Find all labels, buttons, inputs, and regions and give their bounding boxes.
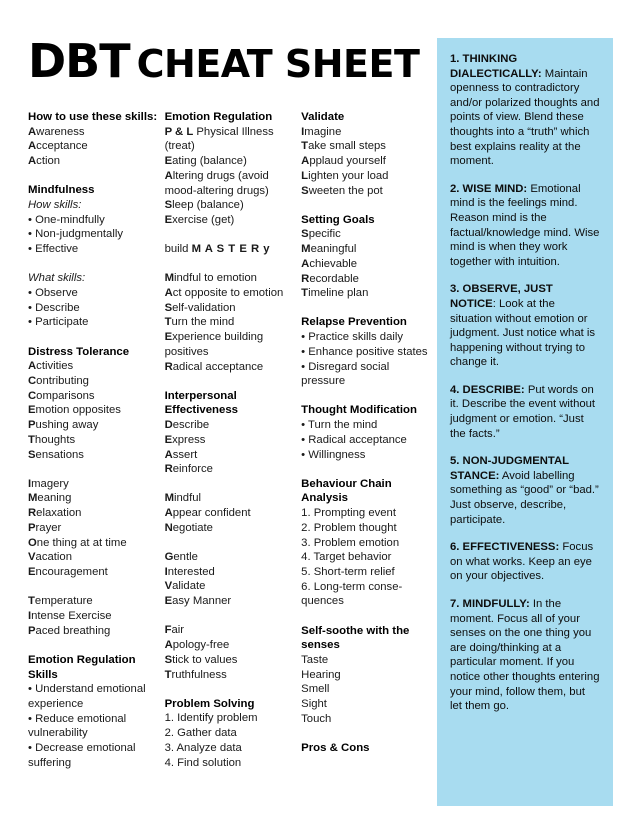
acronym-letter: A bbox=[28, 360, 37, 373]
acronym-letter: N bbox=[164, 521, 173, 534]
acronym-text: ssert bbox=[172, 448, 198, 461]
plain-line: Smell bbox=[301, 683, 330, 696]
acronym-text: xpress bbox=[172, 433, 206, 446]
acronym-line bbox=[28, 125, 165, 140]
acronym-letter: M bbox=[28, 492, 38, 505]
bullet-line: • One-mindfully bbox=[28, 213, 105, 226]
acronym-text: eaningful bbox=[310, 243, 357, 256]
acronym-text: adical acceptance bbox=[172, 360, 264, 373]
acronym-letter: E bbox=[164, 213, 173, 226]
acronym-text: elaxation bbox=[36, 507, 82, 520]
acronym-line bbox=[28, 477, 165, 492]
acronym-letter: M bbox=[301, 243, 311, 256]
principle-heading: 1. THINKING DIALECTICALLY: bbox=[450, 53, 542, 80]
skill-block bbox=[165, 623, 302, 682]
acronym-text: ating (balance) bbox=[172, 155, 247, 168]
acronym-line bbox=[301, 227, 428, 242]
acronym-text: asy Manner bbox=[172, 595, 232, 608]
acronym-line bbox=[165, 271, 302, 286]
acronym-letter: R bbox=[28, 507, 37, 520]
acronym-letter: P bbox=[28, 624, 36, 637]
acronym-text: pology-free bbox=[172, 639, 230, 652]
skill-block bbox=[301, 477, 428, 609]
acronym-line bbox=[165, 550, 302, 565]
acronym-letter: L bbox=[301, 169, 309, 182]
acronym-letter: A bbox=[28, 155, 37, 168]
skill-block bbox=[28, 477, 165, 580]
bullet-line: • Non-judgmentally bbox=[28, 228, 124, 241]
acronym-letter: E bbox=[164, 331, 173, 344]
skill-block bbox=[165, 389, 302, 477]
acronym-letter: P & L bbox=[164, 125, 194, 138]
acronym-letter: T bbox=[301, 287, 309, 300]
acronym-letter: R bbox=[301, 272, 310, 285]
principle-heading: 5. NON-JUDGMENTAL STANCE: bbox=[450, 455, 569, 482]
acronym-text: nterested bbox=[167, 565, 215, 578]
acronym-letter: R bbox=[164, 463, 173, 476]
block-heading: Mindfulness bbox=[28, 184, 95, 197]
acronym-letter: T bbox=[301, 140, 309, 153]
acronym-text: egotiate bbox=[172, 521, 213, 534]
bullet-line: • Participate bbox=[28, 316, 89, 329]
acronym-text: ctivities bbox=[36, 360, 74, 373]
skill-block bbox=[28, 271, 165, 330]
numbered-line: 3. Analyze data bbox=[164, 741, 242, 754]
acronym-line bbox=[165, 668, 302, 683]
bullet-line: • Willingness bbox=[301, 448, 366, 461]
acronym-text: chievable bbox=[309, 257, 358, 270]
acronym-line bbox=[165, 462, 302, 477]
acronym-line bbox=[164, 125, 305, 154]
acronym-letter: A bbox=[301, 155, 310, 168]
block-heading: Validate bbox=[301, 111, 345, 123]
acronym-text: houghts bbox=[34, 433, 76, 446]
acronym-line bbox=[165, 653, 302, 668]
acronym-letter: E bbox=[28, 565, 36, 578]
block-heading: Interpersonal Effectiveness bbox=[164, 389, 239, 417]
principle-item bbox=[450, 597, 600, 714]
acronym-text: ct opposite to emotion bbox=[172, 287, 284, 300]
acronym-line bbox=[165, 579, 302, 594]
acronym-text: entle bbox=[173, 551, 198, 564]
skill-block bbox=[165, 697, 302, 771]
acronym-line bbox=[165, 418, 302, 433]
acronym-text: indful to emotion bbox=[174, 272, 257, 285]
acronym-letter: V bbox=[164, 580, 173, 593]
acronym-text: einforce bbox=[172, 463, 213, 476]
principle-body: In the moment. Focus all of your senses on the one thing you are doing/thinking at a particular moment. If you notice other thoughts entering your mind, follow them, but let them go. bbox=[450, 598, 600, 713]
acronym-letter: M bbox=[164, 492, 174, 505]
numbered-line: 4. Target behavior bbox=[301, 551, 392, 564]
acronym-letter: F bbox=[164, 624, 172, 637]
acronym-letter: E bbox=[164, 433, 173, 446]
skill-block bbox=[165, 271, 302, 374]
principle-heading: 6. EFFECTIVENESS: bbox=[450, 541, 560, 554]
bullet-line: • Disregard social pressure bbox=[301, 360, 390, 388]
principle-body: Avoid labelling something as “good” or “bad.” Just observe, describe, participate. bbox=[450, 469, 599, 526]
acronym-line bbox=[28, 448, 165, 463]
acronym-letter: V bbox=[28, 551, 36, 564]
acronym-line bbox=[28, 550, 165, 565]
principle-heading: 2. WISE MIND: bbox=[450, 182, 528, 195]
acronym-letter: T bbox=[164, 668, 172, 681]
acronym-letter: I bbox=[28, 609, 32, 622]
acronym-letter: E bbox=[28, 404, 36, 417]
acronym-text: ensations bbox=[35, 448, 84, 461]
acronym-line bbox=[165, 330, 302, 359]
acronym-line bbox=[301, 257, 428, 272]
acronym-letter: T bbox=[28, 595, 35, 608]
acronym-line bbox=[28, 506, 165, 521]
acronym-line bbox=[165, 315, 302, 330]
acronym-line bbox=[165, 286, 302, 301]
principle-item bbox=[450, 182, 600, 270]
principle-body: Focus on what works. Keep an eye on your objectives. bbox=[450, 541, 594, 583]
acronym-text: rayer bbox=[35, 521, 62, 534]
acronym-text: emperature bbox=[34, 595, 93, 608]
acronym-letter: C bbox=[28, 375, 37, 388]
acronym-text: ruthfulness bbox=[171, 668, 227, 681]
acronym-letter: P bbox=[28, 419, 36, 432]
acronym-line bbox=[165, 623, 302, 638]
acronym-text: air bbox=[171, 624, 185, 637]
skill-block bbox=[28, 183, 165, 257]
skill-block bbox=[301, 110, 428, 198]
acronym-text: ontributing bbox=[36, 375, 89, 388]
acronym-line bbox=[301, 139, 428, 154]
acronym-line bbox=[165, 638, 302, 653]
acronym-letter: I bbox=[28, 477, 32, 490]
acronym-text: indful bbox=[174, 492, 202, 505]
acronym-line bbox=[301, 125, 428, 140]
skill-block bbox=[28, 594, 165, 638]
block-heading: Distress Tolerance bbox=[28, 345, 130, 358]
acronym-text: wareness bbox=[36, 125, 85, 138]
principle-item bbox=[450, 454, 600, 527]
acronym-text: magine bbox=[304, 125, 342, 138]
numbered-line: 1. Identify problem bbox=[164, 712, 258, 725]
acronym-text: omparisons bbox=[36, 389, 95, 402]
bullet-line: • Understand emotional experience bbox=[28, 683, 146, 710]
acronym-text: urn the mind bbox=[171, 316, 235, 329]
acronym-line bbox=[165, 154, 302, 169]
acronym-letter: A bbox=[164, 287, 173, 300]
acronym-text: xercise (get) bbox=[172, 213, 235, 226]
page-title-main: DBT bbox=[28, 34, 130, 88]
bullet-line: • Decrease emotional suffering bbox=[28, 742, 136, 769]
acronym-letter: D bbox=[164, 419, 173, 432]
plain-line: Taste bbox=[301, 654, 329, 666]
bullet-line: • Reduce emotional vulnerability bbox=[28, 712, 127, 740]
acronym-line bbox=[28, 491, 165, 506]
acronym-text: ppear confident bbox=[172, 507, 251, 520]
acronym-line bbox=[165, 448, 302, 463]
acronym-line bbox=[165, 506, 302, 521]
acronym-text: magery bbox=[31, 477, 69, 490]
acronym-letter: O bbox=[28, 536, 37, 549]
acronym-text: ncouragement bbox=[35, 565, 108, 578]
block-heading: Behaviour Chain Analysis bbox=[301, 477, 392, 505]
acronym-line bbox=[28, 521, 165, 536]
acronym-line bbox=[28, 536, 165, 551]
numbered-line: 6. Long-term conse-quences bbox=[301, 580, 403, 608]
skill-block bbox=[164, 110, 305, 228]
acronym-line bbox=[28, 139, 165, 154]
acronym-letter: S bbox=[164, 301, 173, 314]
acronym-text: alidate bbox=[172, 580, 206, 593]
block-subheading: What skills: bbox=[28, 272, 86, 285]
skill-block bbox=[28, 345, 165, 463]
acronym-text: ecordable bbox=[309, 272, 359, 285]
acronym-line bbox=[28, 418, 165, 433]
acronym-line bbox=[28, 433, 165, 448]
bullet-line: • Effective bbox=[28, 243, 79, 256]
principle-item bbox=[450, 282, 600, 370]
principle-item bbox=[450, 52, 600, 169]
bullet-line: • Practice skills daily bbox=[301, 331, 404, 344]
acronym-line bbox=[165, 433, 302, 448]
acronym-line bbox=[301, 242, 428, 257]
acronym-letter: E bbox=[164, 155, 173, 168]
acronym-text: escribe bbox=[172, 419, 210, 432]
acronym-line bbox=[28, 154, 165, 169]
acronym-letter: S bbox=[164, 653, 173, 666]
principle-item bbox=[450, 383, 600, 441]
numbered-line: 3. Problem emotion bbox=[301, 536, 400, 549]
skill-block bbox=[301, 741, 428, 756]
skill-block bbox=[165, 242, 302, 257]
acronym-line bbox=[28, 609, 165, 624]
acronym-letter: I bbox=[301, 125, 305, 138]
column-3 bbox=[301, 110, 428, 770]
acronym-line bbox=[301, 184, 428, 199]
bullet-line: • Describe bbox=[28, 301, 80, 314]
bullet-line: • Enhance positive states bbox=[301, 345, 428, 358]
principle-heading: 4. DESCRIBE: bbox=[450, 383, 525, 396]
numbered-line: 2. Gather data bbox=[164, 727, 237, 740]
acronym-text: ushing away bbox=[35, 419, 99, 432]
acronym-text: ighten your load bbox=[308, 169, 389, 182]
acronym-text: motion opposites bbox=[35, 404, 121, 417]
acronym-line bbox=[301, 169, 428, 184]
acronym-text: ake small steps bbox=[308, 140, 386, 153]
plain-line: Hearing bbox=[301, 668, 341, 681]
acronym-line bbox=[28, 374, 165, 389]
acronym-letter: C bbox=[28, 389, 37, 402]
principle-body: : Look at the situation without emotion or judgment. Just notice what is happening without trying to change it. bbox=[450, 297, 596, 369]
skill-block bbox=[28, 653, 165, 771]
acronym-line bbox=[28, 403, 165, 418]
skill-block bbox=[165, 491, 302, 535]
acronym-line bbox=[165, 360, 302, 375]
acronym-letter: A bbox=[164, 448, 173, 461]
acronym-text: weeten the pot bbox=[308, 184, 383, 197]
acronym-letter: T bbox=[164, 316, 172, 329]
skill-block bbox=[28, 110, 165, 169]
acronym-text: ltering drugs (avoid mood-altering drugs) bbox=[164, 169, 269, 197]
acronym-letter: A bbox=[301, 257, 310, 270]
acronym-letter: A bbox=[28, 125, 37, 138]
block-heading: Problem Solving bbox=[164, 697, 255, 710]
acronym-letter: A bbox=[28, 140, 37, 153]
acronym-text: Physical Illness (treat) bbox=[164, 125, 274, 153]
plain-line: Touch bbox=[301, 712, 332, 725]
acronym-letter: A bbox=[164, 639, 173, 652]
block-heading: Setting Goals bbox=[301, 213, 375, 226]
acronym-text: aced breathing bbox=[35, 624, 111, 637]
acronym-text: elf-validation bbox=[172, 301, 236, 314]
skill-columns bbox=[28, 110, 428, 770]
acronym-line bbox=[165, 565, 302, 580]
acronym-line bbox=[165, 594, 302, 609]
acronym-line bbox=[28, 389, 165, 404]
acronym-text: pecific bbox=[308, 228, 341, 241]
acronym-text: xperience building positives bbox=[164, 331, 264, 358]
acronym-text: ntense Exercise bbox=[31, 609, 112, 622]
principle-body: Maintain openness to contradictory and/or polarized thoughts and points of view. Blend these thoughts into a “truth” which best explains reality at the moment. bbox=[450, 67, 600, 168]
acronym-line bbox=[28, 594, 165, 609]
page-title-rest: CHEAT SHEET bbox=[136, 42, 420, 86]
acronym-line bbox=[165, 213, 302, 228]
plain-line: Sight bbox=[301, 698, 327, 711]
acronym-line bbox=[165, 198, 302, 213]
principle-body: Put words on it. Describe the event without judgment or emotion. “Just the facts.” bbox=[450, 383, 596, 440]
column-1 bbox=[28, 110, 165, 770]
acronym-text: ction bbox=[36, 155, 61, 168]
block-heading: Emotion Regulation bbox=[164, 111, 273, 123]
acronym-letter: I bbox=[164, 565, 168, 578]
skill-block bbox=[301, 315, 428, 389]
bullet-line: • Radical acceptance bbox=[301, 433, 407, 446]
numbered-line: 2. Problem thought bbox=[301, 521, 397, 534]
column-2 bbox=[164, 110, 305, 770]
acronym-line bbox=[165, 301, 302, 316]
block-heading: Thought Modification bbox=[301, 404, 417, 417]
block-heading: Emotion Regulation Skills bbox=[28, 653, 136, 681]
block-heading: Self-soothe with the senses bbox=[301, 624, 410, 652]
acronym-line bbox=[165, 491, 302, 506]
numbered-line: 1. Prompting event bbox=[301, 507, 396, 520]
acronym-letter: S bbox=[301, 184, 309, 197]
acronym-letter: A bbox=[164, 507, 173, 520]
principle-heading: 3. OBSERVE, JUST NOTICE bbox=[450, 283, 553, 310]
acronym-text: ne thing at at time bbox=[36, 536, 127, 549]
acronym-line bbox=[165, 521, 302, 536]
block-heading: Relapse Prevention bbox=[301, 316, 407, 329]
acronym-letter: P bbox=[28, 521, 36, 534]
acronym-letter: A bbox=[164, 169, 173, 182]
acronym-line bbox=[165, 169, 302, 198]
acronym-letter: T bbox=[28, 433, 35, 446]
block-heading: Pros & Cons bbox=[301, 742, 370, 755]
acronym-line bbox=[301, 272, 428, 287]
acronym-line bbox=[28, 565, 165, 580]
numbered-line: 4. Find solution bbox=[164, 756, 242, 769]
acronym-text: acation bbox=[35, 551, 72, 564]
acronym-letter: S bbox=[301, 228, 309, 241]
acronym-line bbox=[301, 154, 428, 169]
acronym-text: pplaud yourself bbox=[309, 155, 386, 168]
acronym-line bbox=[28, 359, 165, 374]
principle-heading: 7. MINDFULLY: bbox=[450, 598, 530, 610]
block-heading: How to use these skills: bbox=[28, 111, 158, 123]
bullet-line: • Turn the mind bbox=[301, 419, 378, 432]
principles-panel bbox=[437, 38, 613, 806]
acronym-line bbox=[28, 624, 165, 639]
block-subheading: How skills: bbox=[28, 199, 82, 212]
skill-block bbox=[301, 624, 428, 727]
acronym-text: eaning bbox=[37, 492, 72, 505]
acronym-text: tick to values bbox=[172, 653, 238, 666]
skill-block bbox=[301, 403, 428, 462]
acronym-letter: G bbox=[164, 551, 174, 564]
page-title bbox=[28, 34, 420, 88]
acronym-letter: M bbox=[164, 272, 174, 285]
mastery-line bbox=[165, 242, 302, 257]
acronym-text: imeline plan bbox=[308, 287, 369, 300]
acronym-letter: E bbox=[164, 595, 173, 608]
mastery-acronym: M A S T E R y bbox=[191, 243, 271, 256]
principle-item bbox=[450, 540, 600, 584]
acronym-line bbox=[301, 286, 428, 301]
acronym-text: leep (balance) bbox=[172, 199, 244, 212]
bullet-line: • Observe bbox=[28, 287, 78, 300]
acronym-letter: R bbox=[164, 360, 173, 373]
principle-body: Emotional mind is the feelings mind. Reason mind is the factual/knowledge mind. Wise mind is when they work together with intuition. bbox=[450, 182, 600, 268]
skill-block bbox=[301, 213, 428, 301]
numbered-line: 5. Short-term relief bbox=[301, 565, 395, 578]
acronym-text: cceptance bbox=[36, 140, 88, 153]
mastery-prefix: build bbox=[164, 243, 192, 256]
skill-block bbox=[165, 550, 302, 609]
acronym-letter: S bbox=[164, 199, 173, 212]
acronym-letter: S bbox=[28, 448, 36, 461]
